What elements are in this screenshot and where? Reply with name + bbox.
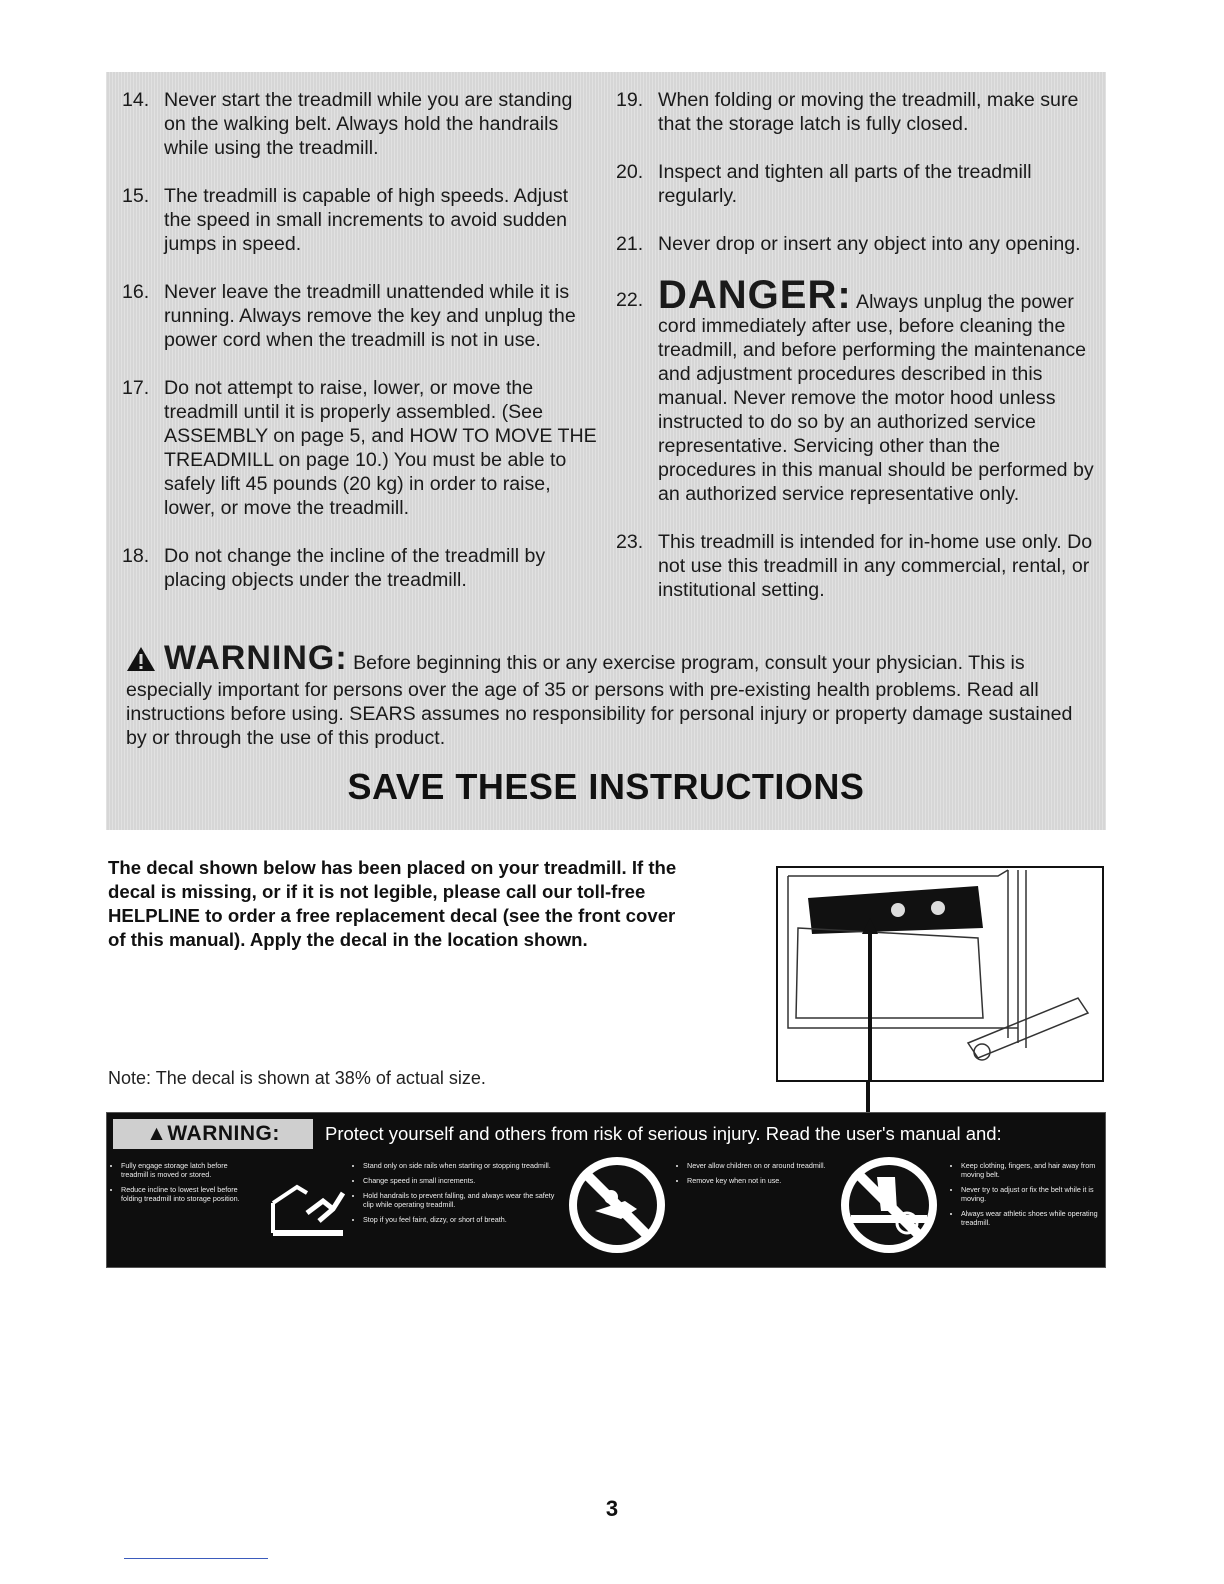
warning-heading: WARNING:	[164, 639, 348, 677]
save-instructions-title: SAVE THESE INSTRUCTIONS	[347, 766, 865, 807]
decal-column-2: • Stand only on side rails when starting or stopping treadmill. • Change speed in small increments. • Hold handrails to prevent falling, and always wear the safety clip while operating treadmill. • Stop if you feel faint, dizzy, or short of breath.	[355, 1161, 555, 1230]
left-column	[122, 88, 598, 616]
list-item: 14. Never start the treadmill while you are standing on the walking belt. Always hold the handrails while using the treadmill.	[122, 89, 573, 159]
list-item: 23. This treadmill is intended for in-home use only. Do not use this treadmill in any commercial, rental, or institutional setting.	[616, 531, 1093, 601]
footer-divider	[124, 1558, 268, 1559]
decal-headline: Protect yourself and others from risk of serious injury. Read the user's manual and:	[325, 1123, 1002, 1144]
list-item: 15. The treadmill is capable of high speeds. Adjust the speed in small increments to avoid sudden jumps in speed.	[122, 185, 569, 255]
list-item: 20. Inspect and tighten all parts of the treadmill regularly.	[616, 161, 1032, 207]
decal-note: Note: The decal is shown at 38% of actual size.	[108, 1068, 486, 1088]
warning-triangle-icon	[126, 646, 156, 678]
decal-intro: The decal shown below has been placed on your treadmill. If the decal is missing, or if it is not legible, please call our toll-free HELPLINE to order a free replacement decal (see the front cover of this manual). Apply the decal in the location shown.	[108, 857, 677, 950]
no-children-icon	[565, 1153, 669, 1257]
list-item: 18. Do not change the incline of the treadmill by placing objects under the treadmill.	[122, 545, 546, 591]
right-column	[616, 88, 1096, 626]
decal-pointer-line	[866, 1082, 870, 1114]
warning-paragraph: WARNING: Before beginning this or any exercise program, consult your physician. This is especially important for persons over the age of 35 or persons with pre-existing health problems. Read all instructions before using. SEARS assumes no responsibility for personal injury or property damage sustained by or through the use of this product.	[126, 639, 1073, 749]
decal-column-4: • Keep clothing, fingers, and hair away from moving belt. • Never try to adjust or fix the belt while it is moving. • Always wear athletic shoes while operating treadmill.	[953, 1161, 1101, 1233]
danger-item: 22. DANGER: Always unplug the power cord immediately after use, before cleaning the treadmill, and before performing the maintenance and adjustment procedures described in this manual. Never remove the motor hood unless instructed to do so by an authorized service representative. Servicing other than the procedures in this manual should be performed by an authorized service representative only.	[616, 273, 1094, 505]
list-item: 16. Never leave the treadmill unattended while it is running. Always remove the key and unplug the power cord when the treadmill is not in use.	[122, 281, 576, 351]
warning-decal	[106, 1112, 1106, 1268]
danger-heading: DANGER:	[658, 273, 852, 317]
treadmill-fall-icon	[267, 1173, 353, 1243]
safety-panel	[106, 72, 1106, 830]
treadmill-decal-location-figure	[776, 866, 1104, 1082]
no-hands-near-belt-icon	[837, 1153, 941, 1257]
list-item: 17. Do not attempt to raise, lower, or move the treadmill until it is properly assembled. (See ASSEMBLY on page 5, and HOW TO MOVE THE TREADMILL on page 10.) You must be able to safely lift 45 pounds (20 kg) in order to raise, lower, or move the treadmill.	[122, 377, 597, 519]
page-number: 3	[605, 1496, 619, 1521]
decal-warning-label: ▲WARNING:	[113, 1119, 313, 1149]
decal-column-1: • Fully engage storage latch before treadmill is moved or stored. • Reduce incline to lowest level before folding treadmill into storage position.	[113, 1161, 253, 1209]
treadmill-illustration	[778, 868, 1102, 1080]
list-item: 19. When folding or moving the treadmill, make sure that the storage latch is fully closed.	[616, 89, 1079, 135]
list-item: 21. Never drop or insert any object into any opening.	[616, 233, 1081, 255]
decal-column-3: • Never allow children on or around treadmill. • Remove key when not in use.	[679, 1161, 829, 1191]
decal-warning-triangle-icon: ▲	[146, 1122, 168, 1145]
